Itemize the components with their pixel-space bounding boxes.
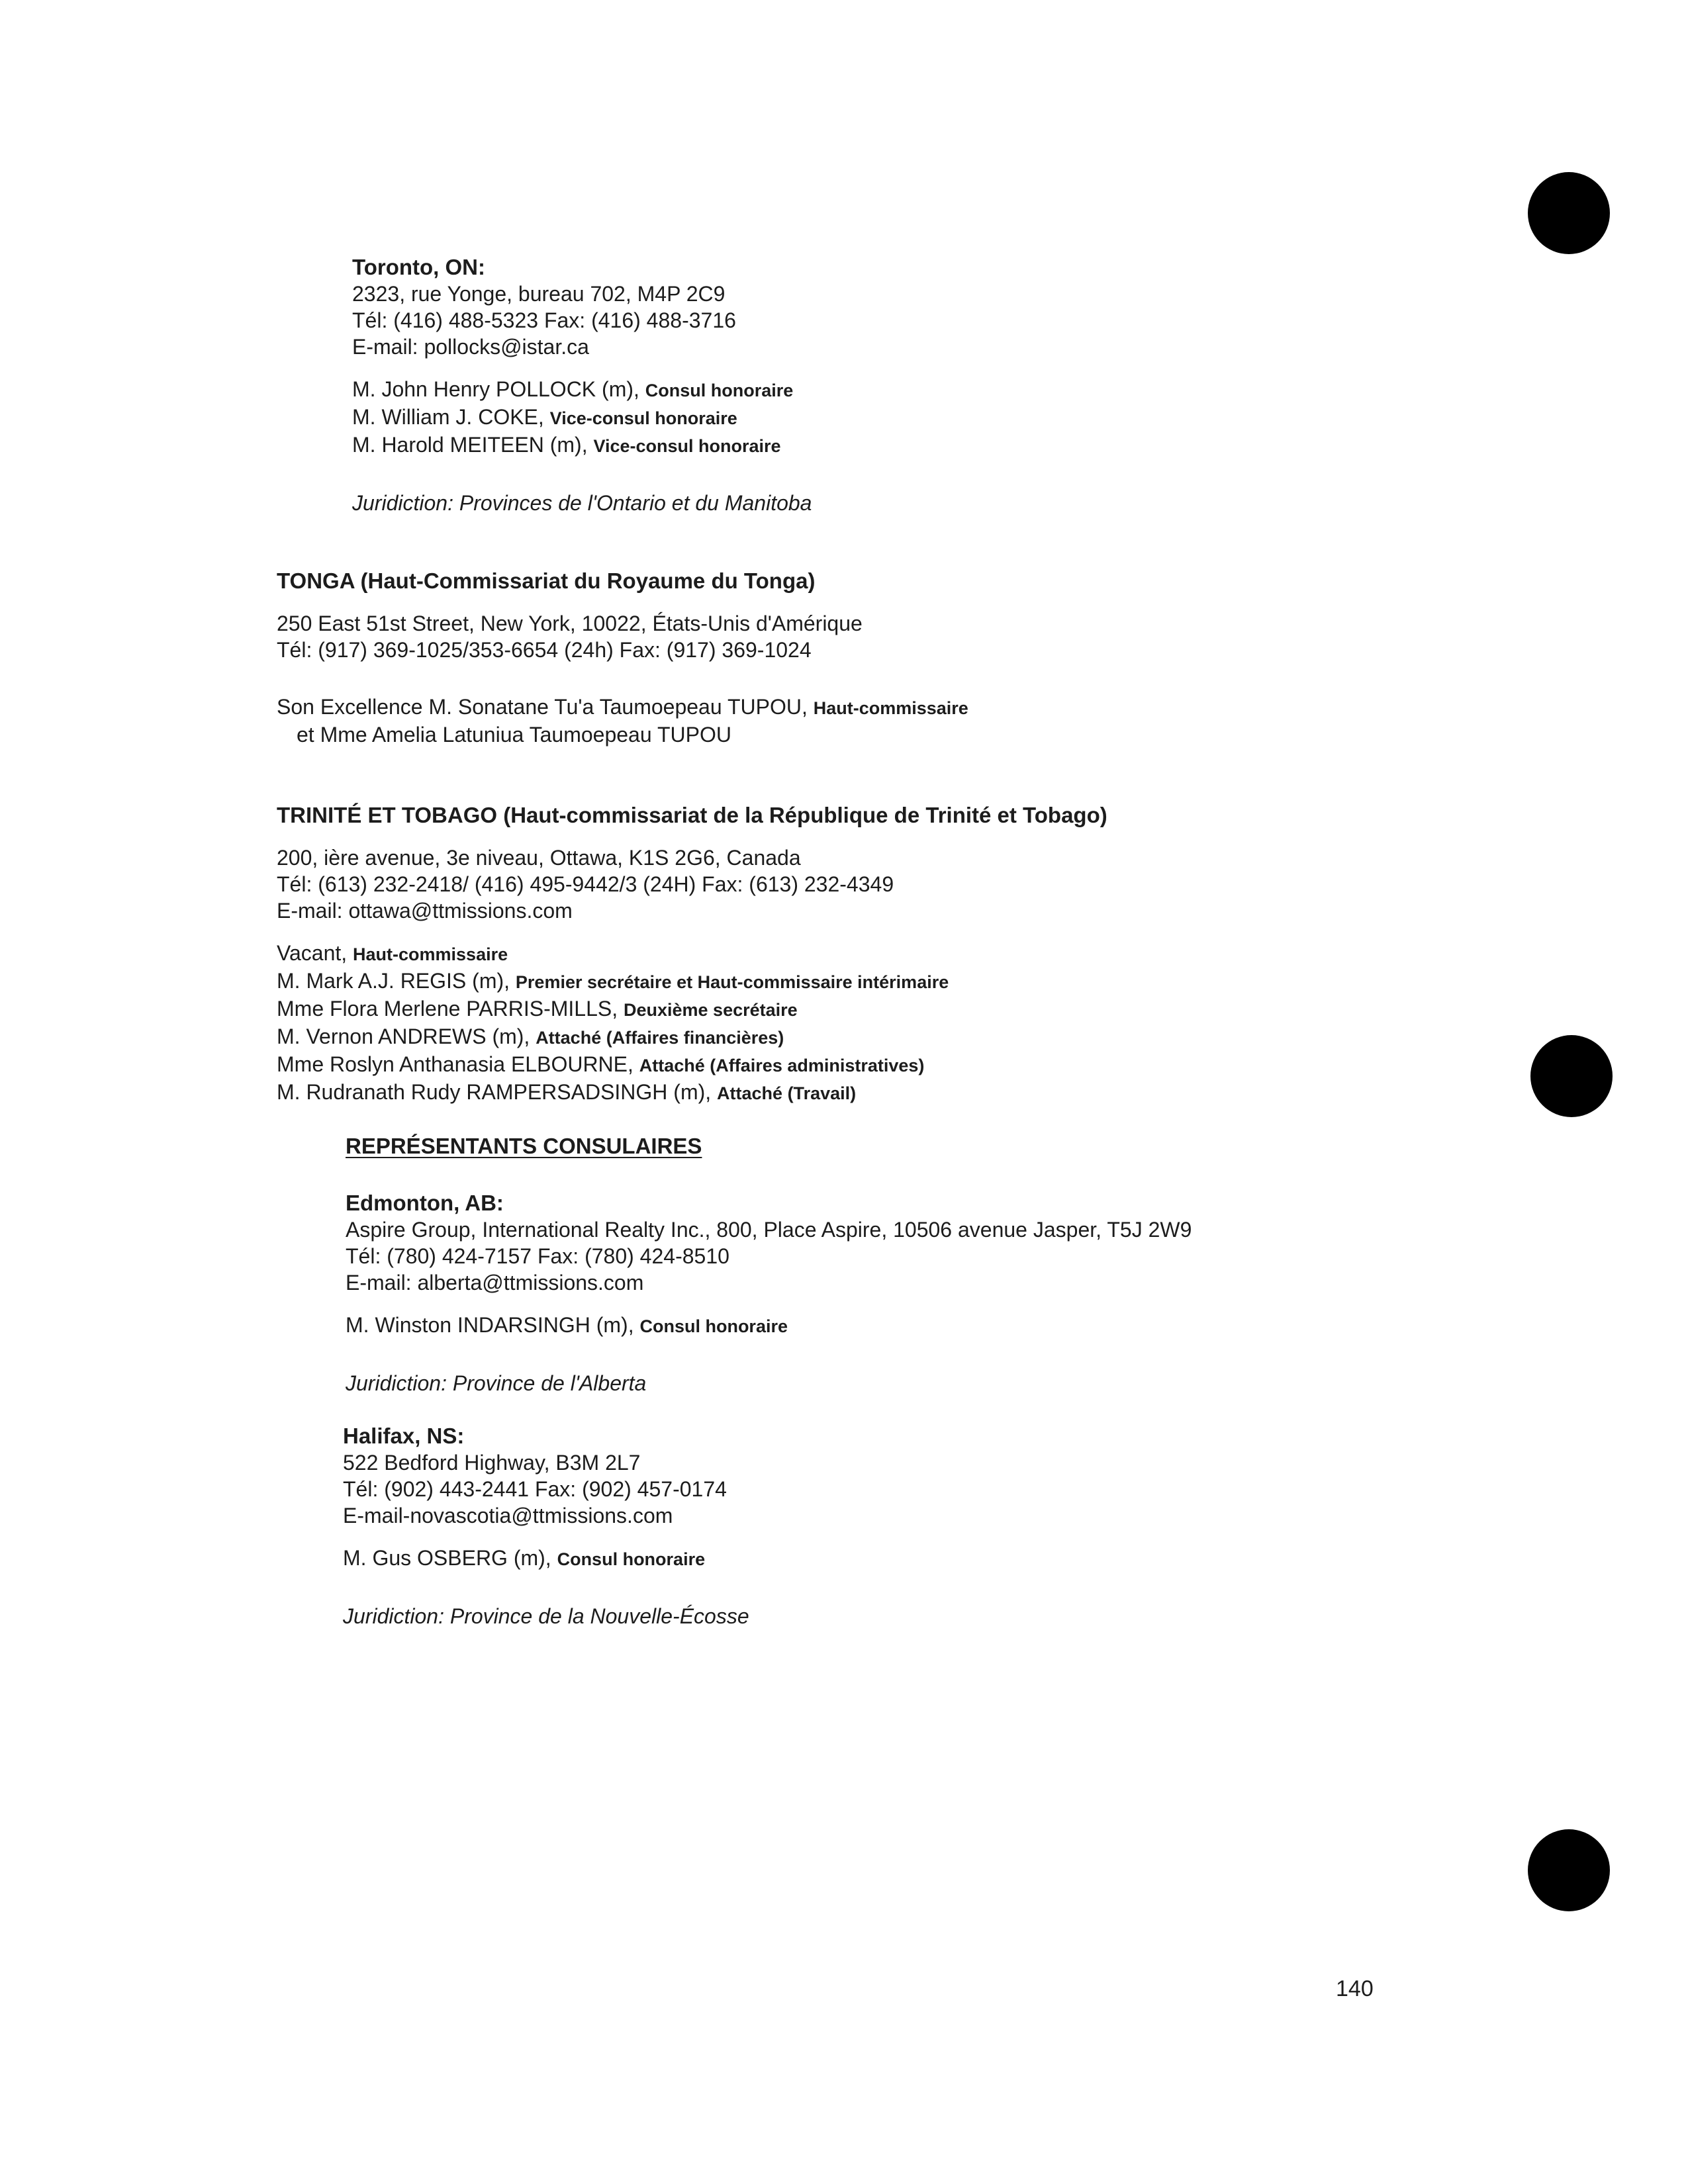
- staff-name: M. Rudranath Rudy RAMPERSADSINGH (m),: [277, 1080, 718, 1104]
- trinite-section: [277, 802, 1107, 1107]
- staff-role: Vice-consul honoraire: [593, 436, 781, 456]
- trinite-email: E-mail: ottawa@ttmissions.com: [277, 899, 573, 923]
- staff-name: Mme Flora Merlene PARRIS-MILLS,: [277, 997, 624, 1021]
- staff-role: Deuxième secrétaire: [623, 1000, 798, 1020]
- staff-role: Consul honoraire: [557, 1549, 706, 1569]
- hole-punch-middle: [1530, 1035, 1613, 1117]
- staff-entry: [277, 968, 1107, 995]
- staff-role: Premier secrétaire et Haut-commissaire intérimaire: [515, 972, 949, 992]
- toronto-section: [352, 254, 812, 516]
- toronto-address: 2323, rue Yonge, bureau 702, M4P 2C9: [352, 282, 726, 306]
- edmonton-heading: Edmonton, AB:: [346, 1191, 504, 1215]
- staff-name: Son Excellence M. Sonatane Tu'a Taumoepeau TUPOU,: [277, 695, 814, 719]
- staff-name: M. Harold MEITEEN (m),: [352, 433, 594, 457]
- tonga-heading: TONGA (Haut-Commissariat du Royaume du Tonga): [277, 569, 816, 593]
- trinite-heading: TRINITÉ ET TOBAGO (Haut-commissariat de la République de Trinité et Tobago): [277, 803, 1107, 827]
- staff-entry: [352, 376, 812, 404]
- staff-role: Attaché (Travail): [717, 1083, 857, 1103]
- tonga-head-of-mission: [277, 694, 968, 721]
- staff-entry: [343, 1545, 749, 1572]
- staff-role: Attaché (Affaires financières): [536, 1028, 784, 1048]
- staff-role: Attaché (Affaires administratives): [639, 1056, 925, 1075]
- consular-heading: REPRÉSENTANTS CONSULAIRES: [346, 1134, 702, 1158]
- halifax-address: 522 Bedford Highway, B3M 2L7: [343, 1451, 641, 1475]
- page-number: 140: [1336, 1976, 1374, 2001]
- staff-entry: [352, 432, 812, 459]
- tonga-section: [277, 568, 968, 748]
- staff-name: M. William J. COKE,: [352, 405, 550, 429]
- staff-role: Haut-commissaire: [813, 698, 968, 718]
- consular-heading-block: [346, 1133, 702, 1160]
- staff-name: M. Vernon ANDREWS (m),: [277, 1024, 536, 1048]
- staff-entry: [352, 404, 812, 432]
- staff-role: Haut-commissaire: [353, 944, 508, 964]
- halifax-heading: Halifax, NS:: [343, 1424, 465, 1448]
- hole-punch-bottom: [1528, 1829, 1610, 1911]
- staff-entry: [277, 1023, 1107, 1051]
- halifax-phone: Tél: (902) 443-2441 Fax: (902) 457-0174: [343, 1477, 727, 1501]
- staff-role: Vice-consul honoraire: [549, 408, 737, 428]
- staff-entry: [346, 1312, 1192, 1340]
- trinite-phone: Tél: (613) 232-2418/ (416) 495-9442/3 (24H) Fax: (613) 232-4349: [277, 872, 894, 896]
- tonga-address: 250 East 51st Street, New York, 10022, États-Unis d'Amérique: [277, 612, 863, 635]
- hole-punch-top: [1528, 172, 1610, 254]
- staff-entry: [277, 995, 1107, 1023]
- edmonton-jurisdiction: Juridiction: Province de l'Alberta: [346, 1371, 647, 1395]
- edmonton-email: E-mail: alberta@ttmissions.com: [346, 1271, 644, 1295]
- staff-role: Consul honoraire: [639, 1316, 788, 1336]
- staff-entry: [277, 1051, 1107, 1079]
- halifax-jurisdiction: Juridiction: Province de la Nouvelle-Écosse: [343, 1604, 749, 1628]
- edmonton-section: [346, 1190, 1192, 1396]
- trinite-address: 200, ière avenue, 3e niveau, Ottawa, K1S 2G6, Canada: [277, 846, 801, 870]
- edmonton-address: Aspire Group, International Realty Inc., 800, Place Aspire, 10506 avenue Jasper, T5J 2W9: [346, 1218, 1192, 1242]
- staff-entry: [277, 1079, 1107, 1107]
- edmonton-phone: Tél: (780) 424-7157 Fax: (780) 424-8510: [346, 1244, 729, 1268]
- staff-name: M. Mark A.J. REGIS (m),: [277, 969, 516, 993]
- staff-name: M. Gus OSBERG (m),: [343, 1546, 557, 1570]
- halifax-section: [343, 1423, 749, 1629]
- staff-name: M. John Henry POLLOCK (m),: [352, 377, 645, 401]
- toronto-email: E-mail: pollocks@istar.ca: [352, 335, 589, 359]
- staff-role: Consul honoraire: [645, 381, 794, 400]
- staff-name: Mme Roslyn Anthanasia ELBOURNE,: [277, 1052, 639, 1076]
- staff-name: M. Winston INDARSINGH (m),: [346, 1313, 640, 1337]
- halifax-email: E-mail-novascotia@ttmissions.com: [343, 1504, 673, 1527]
- staff-entry: [277, 940, 1107, 968]
- toronto-phone: Tél: (416) 488-5323 Fax: (416) 488-3716: [352, 308, 736, 332]
- tonga-spouse: et Mme Amelia Latuniua Taumoepeau TUPOU: [297, 723, 731, 747]
- staff-name: Vacant,: [277, 941, 353, 965]
- toronto-jurisdiction: Juridiction: Provinces de l'Ontario et du Manitoba: [352, 491, 812, 515]
- toronto-heading: Toronto, ON:: [352, 255, 485, 279]
- tonga-phone: Tél: (917) 369-1025/353-6654 (24h) Fax: (917) 369-1024: [277, 638, 812, 662]
